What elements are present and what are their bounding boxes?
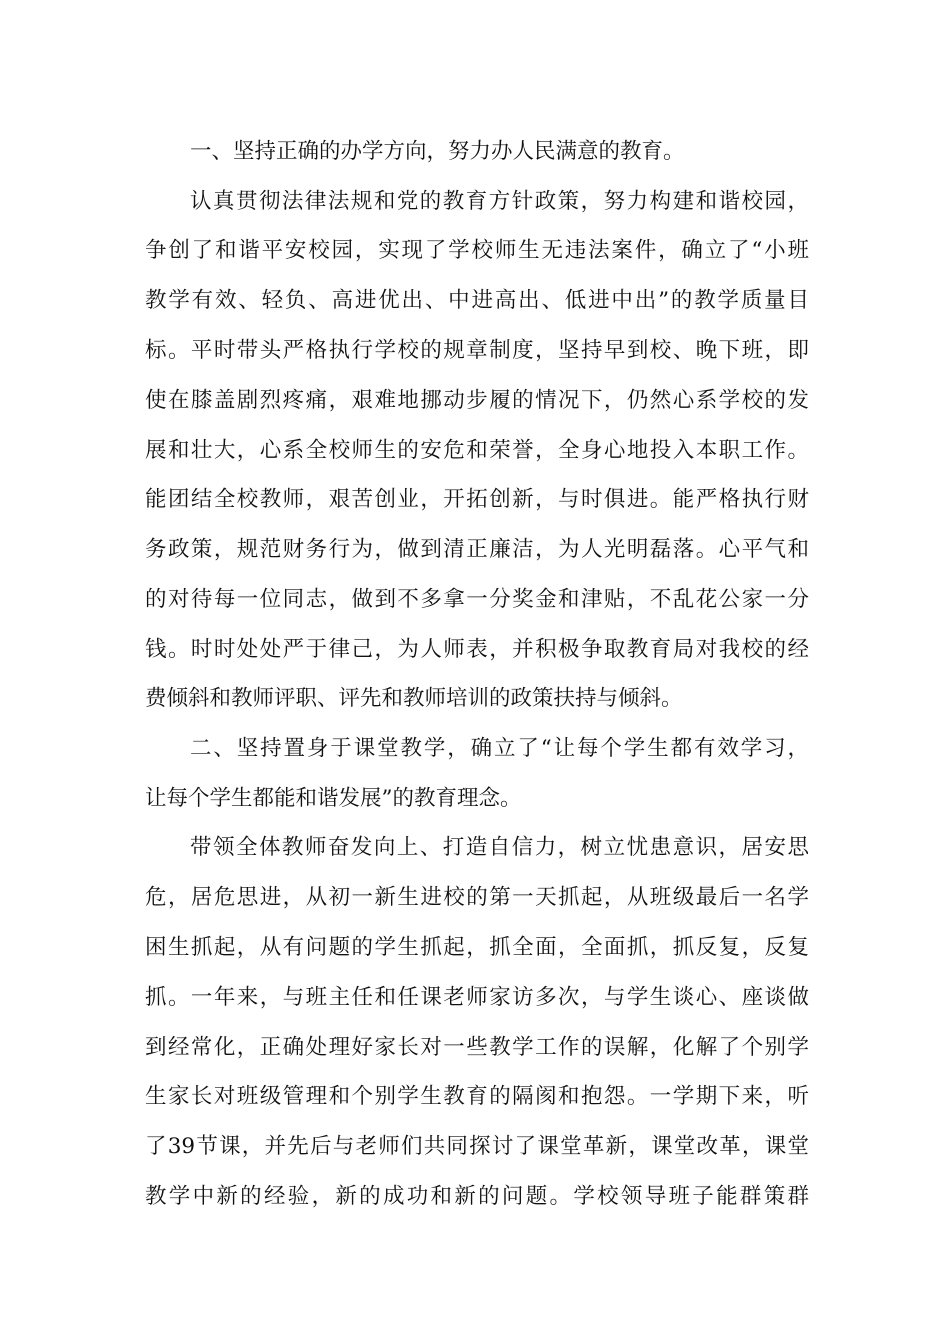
text-line: 争创了和谐平安校园，实现了学校师生无违法案件，确立了“小班 [145, 238, 809, 263]
text-line: 费倾斜和教师评职、评先和教师培训的政策扶持与倾斜。 [145, 686, 683, 711]
text-line: 生家长对班级管理和个别学生教育的隔阂和抱怨。一学期下来，听 [145, 1084, 809, 1109]
text-line: 了39节课，并先后与老师们共同探讨了课堂革新，课堂改革，课堂 [145, 1134, 809, 1159]
text-line: 能团结全校教师，艰苦创业，开拓创新，与时俱进。能严格执行财 [145, 487, 809, 512]
text-line: 让每个学生都能和谐发展”的教育理念。 [145, 786, 522, 811]
text-line: 困生抓起，从有问题的学生抓起，抓全面，全面抓，抓反复，反复 [145, 935, 809, 960]
text-line: 展和壮大，心系全校师生的安危和荣誉，全身心地投入本职工作。 [145, 438, 809, 463]
text-line: 钱。时时处处严于律己，为人师表，并积极争取教育局对我校的经 [145, 637, 809, 662]
text-line: 二、坚持置身于课堂教学，确立了“让每个学生都有效学习， [190, 736, 809, 761]
text-line: 使在膝盖剧烈疼痛，艰难地挪动步履的情况下，仍然心系学校的发 [145, 388, 809, 413]
text-line: 认真贯彻法律法规和党的教育方针政策，努力构建和谐校园， [190, 189, 809, 214]
text-line: 抓。一年来，与班主任和任课老师家访多次，与学生谈心、座谈做 [145, 985, 809, 1010]
text-line: 教学有效、轻负、高进优出、中进高出、低进中出”的教学质量目 [145, 288, 809, 313]
text-line: 危，居危思进，从初一新生进校的第一天抓起，从班级最后一名学 [145, 885, 809, 910]
text-line: 带领全体教师奋发向上、打造自信力，树立忧患意识，居安思 [190, 835, 809, 860]
text-line: 标。平时带头严格执行学校的规章制度，坚持早到校、晚下班，即 [145, 338, 809, 363]
text-line: 教学中新的经验，新的成功和新的问题。学校领导班子能群策群 [145, 1184, 809, 1209]
text-line: 一、坚持正确的办学方向，努力办人民满意的教育。 [190, 139, 685, 164]
text-line: 务政策，规范财务行为，做到清正廉洁，为人光明磊落。心平气和 [145, 537, 809, 562]
text-line: 到经常化，正确处理好家长对一些教学工作的误解，化解了个别学 [145, 1035, 809, 1060]
text-line: 的对待每一位同志，做到不多拿一分奖金和津贴，不乱花公家一分 [145, 587, 809, 612]
